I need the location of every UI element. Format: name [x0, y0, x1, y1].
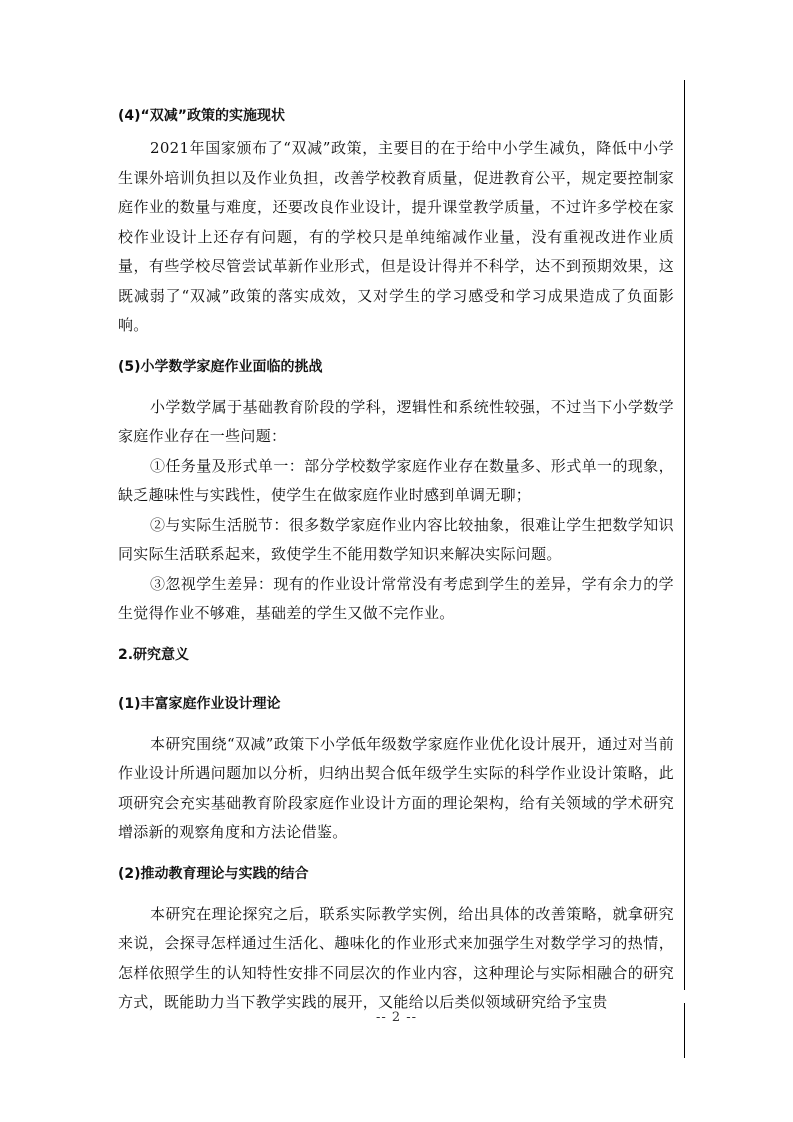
challenge-item-1: ①任务量及形式单一：部分学校数学家庭作业存在数量多、形式单一的现象，缺乏趣味性与实践性，使学生在做家庭作业时感到单调无聊； [118, 456, 674, 504]
right-margin-rule [684, 80, 685, 990]
page-body [118, 104, 674, 1018]
challenge-item-3: ③忽视学生差异：现有的作业设计常常没有考虑到学生的差异，学有余力的学生觉得作业不够难，基础差的学生又做不完作业。 [118, 574, 674, 622]
section-5-intro: 小学数学属于基础教育阶段的学科，逻辑性和系统性较强，不过当下小学数学家庭作业存在一些问题： [118, 397, 674, 445]
challenge-item-2: ②与实际生活脱节：很多数学家庭作业内容比较抽象，很难让学生把数学知识同实际生活联系起来，致使学生不能用数学知识来解决实际问题。 [118, 515, 674, 563]
section-4-heading: (4)“双减”政策的实施现状 [118, 108, 285, 124]
section-4-paragraph: 2021年国家颁布了“双减”政策，主要目的在于给中小学生减负，降低中小学生课外培训负担以及作业负担，改善学校教育质量，促进教育公平，规定要控制家庭作业的数量与难度，还要改良作业设计，提升课堂教学质量，不过许多学校在家校作业设计上还存有问题，有的学校只是单纯缩减作业量，没有重视改进作业质量，有些学校尽管尝试革新作业形式，但是设计得并不科学，达不到预期效果，这既减弱了“双减”政策的落实成效，又对学生的学习感受和学习成果造成了负面影响。 [118, 139, 674, 334]
significance-1-heading: (1)丰富家庭作业设计理论 [118, 695, 281, 712]
research-significance-heading: 2.研究意义 [118, 646, 190, 663]
significance-1-paragraph: 本研究围绕“双减”政策下小学低年级数学家庭作业优化设计展开，通过对当前作业设计所遇问题加以分析，归纳出契合低年级学生实际的科学作业设计策略，此项研究会充实基础教育阶段家庭作业设计方面的理论架构，给有关领域的学术研究增添新的观察角度和方法论借鉴。 [118, 734, 674, 841]
page-number: -- 2 -- [375, 1010, 418, 1025]
significance-2-paragraph: 本研究在理论探究之后，联系实际教学实例，给出具体的改善策略，就拿研究来说，会探寻怎样通过生活化、趣味化的作业形式来加强学生对数学学习的热情，怎样依照学生的认知特性安排不同层次的作业内容，这种理论与实际相融合的研究方式，既能助力当下教学实践的展开，又能给以后类似领域研究给予宝贵 [118, 904, 674, 1011]
significance-2-heading: (2)推动教育理论与实践的结合 [118, 865, 309, 882]
section-5-heading: (5)小学数学家庭作业面临的挑战 [118, 358, 323, 375]
